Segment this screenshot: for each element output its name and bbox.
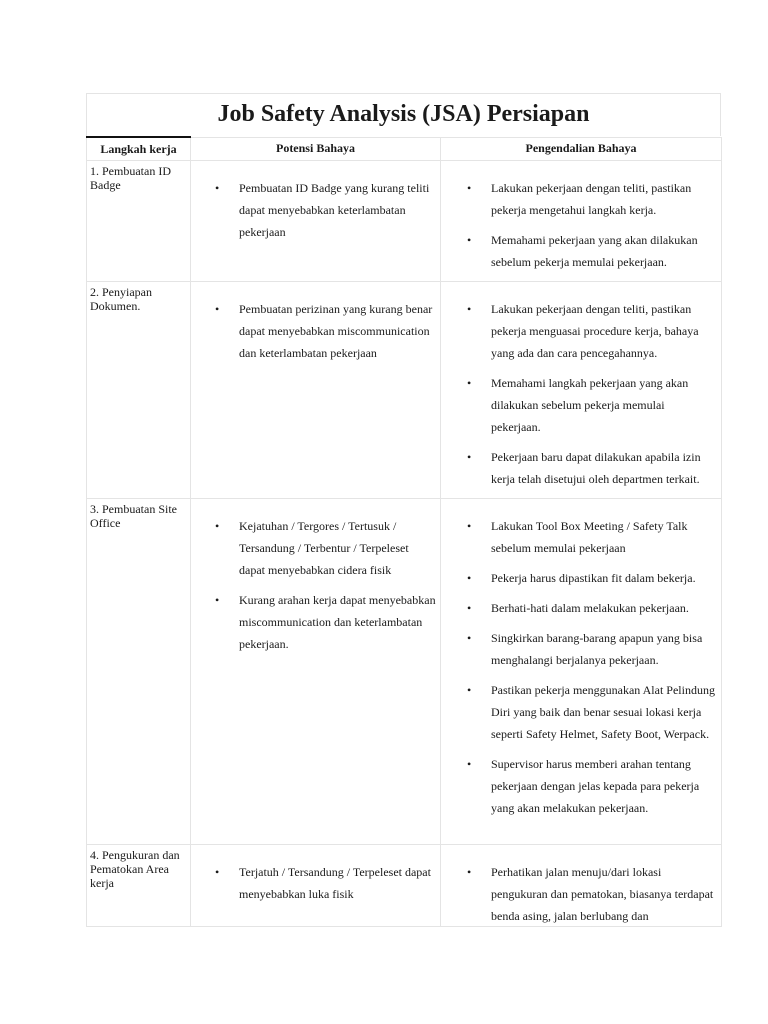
danger-cell (191, 499, 441, 845)
control-list (441, 845, 721, 923)
danger-item: • Kurang arahan kerja dapat menyebabkan miscommunication dan keterlambatan pekerjaan. (191, 589, 436, 655)
control-list (441, 161, 721, 273)
danger-cell (191, 282, 441, 499)
danger-item: • Kejatuhan / Tergores / Tertusuk / Tersandung / Terbentur / Terpeleset dapat menyebabkan cidera fisik (191, 515, 436, 581)
control-list (441, 499, 721, 819)
document-title: Job Safety Analysis (JSA) Persiapan (217, 100, 590, 127)
control-item: • Pastikan pekerja menggunakan Alat Pelindung Diri yang baik dan benar sesuai lokasi kerja seperti Safety Helmet, Safety Boot, Werpack. (441, 679, 717, 745)
control-item: • Lakukan pekerjaan dengan teliti, pastikan pekerja mengetahui langkah kerja. (441, 177, 717, 221)
control-cell (441, 499, 722, 845)
danger-list (191, 282, 440, 364)
jsa-document (86, 93, 721, 927)
danger-item: • Pembuatan perizinan yang kurang benar dapat menyebabkan miscommunication dan keterlambatan pekerjaan (191, 298, 436, 364)
control-cell (441, 161, 722, 282)
control-item: • Memahami pekerjaan yang akan dilakukan sebelum pekerja memulai pekerjaan. (441, 229, 717, 273)
step-cell: 4. Pengukuran dan Pematokan Area kerja (87, 845, 191, 927)
danger-item: • Pembuatan ID Badge yang kurang teliti dapat menyebabkan keterlambatan pekerjaan (191, 177, 436, 243)
table-row (87, 499, 722, 845)
header-langkah-kerja: Langkah kerja (87, 137, 191, 161)
control-cell (441, 845, 722, 927)
table-row (87, 845, 722, 927)
step-cell: 2. Penyiapan Dokumen. (87, 282, 191, 499)
step-cell: 1. Pembuatan ID Badge (87, 161, 191, 282)
danger-cell (191, 161, 441, 282)
control-item: • Pekerjaan baru dapat dilakukan apabila izin kerja telah disetujui oleh departmen terkait. (441, 446, 717, 490)
danger-list (191, 161, 440, 243)
step-cell: 3. Pembuatan Site Office (87, 499, 191, 845)
danger-item: • Terjatuh / Tersandung / Terpeleset dapat menyebabkan luka fisik (191, 861, 436, 905)
header-potensi-bahaya: Potensi Bahaya (191, 137, 441, 161)
control-item: • Berhati-hati dalam melakukan pekerjaan. (441, 597, 717, 619)
control-item: • Supervisor harus memberi arahan tentang pekerjaan dengan jelas kepada para pekerja yang akan melakukan pekerjaan. (441, 753, 717, 819)
control-list (441, 282, 721, 490)
control-clip (441, 845, 721, 923)
control-item: • Memahami langkah pekerjaan yang akan dilakukan sebelum pekerja memulai pekerjaan. (441, 372, 717, 438)
control-item: • Lakukan Tool Box Meeting / Safety Talk sebelum memulai pekerjaan (441, 515, 717, 559)
table-header-row (87, 137, 722, 161)
title-cell (86, 93, 721, 136)
danger-list (191, 845, 440, 905)
control-item: • Perhatikan jalan menuju/dari lokasi pengukuran dan pematokan, biasanya terdapat benda asing, jalan berlubang dan (441, 861, 717, 923)
control-cell (441, 282, 722, 499)
jsa-table (86, 136, 722, 927)
danger-list (191, 499, 440, 655)
control-item: • Singkirkan barang-barang apapun yang bisa menghalangi berjalanya pekerjaan. (441, 627, 717, 671)
control-item: • Pekerja harus dipastikan fit dalam bekerja. (441, 567, 717, 589)
header-pengendalian-bahaya: Pengendalian Bahaya (441, 137, 722, 161)
danger-cell (191, 845, 441, 927)
table-row (87, 282, 722, 499)
table-row (87, 161, 722, 282)
control-item: • Lakukan pekerjaan dengan teliti, pastikan pekerja menguasai procedure kerja, bahaya yang ada dan cara pencegahannya. (441, 298, 717, 364)
